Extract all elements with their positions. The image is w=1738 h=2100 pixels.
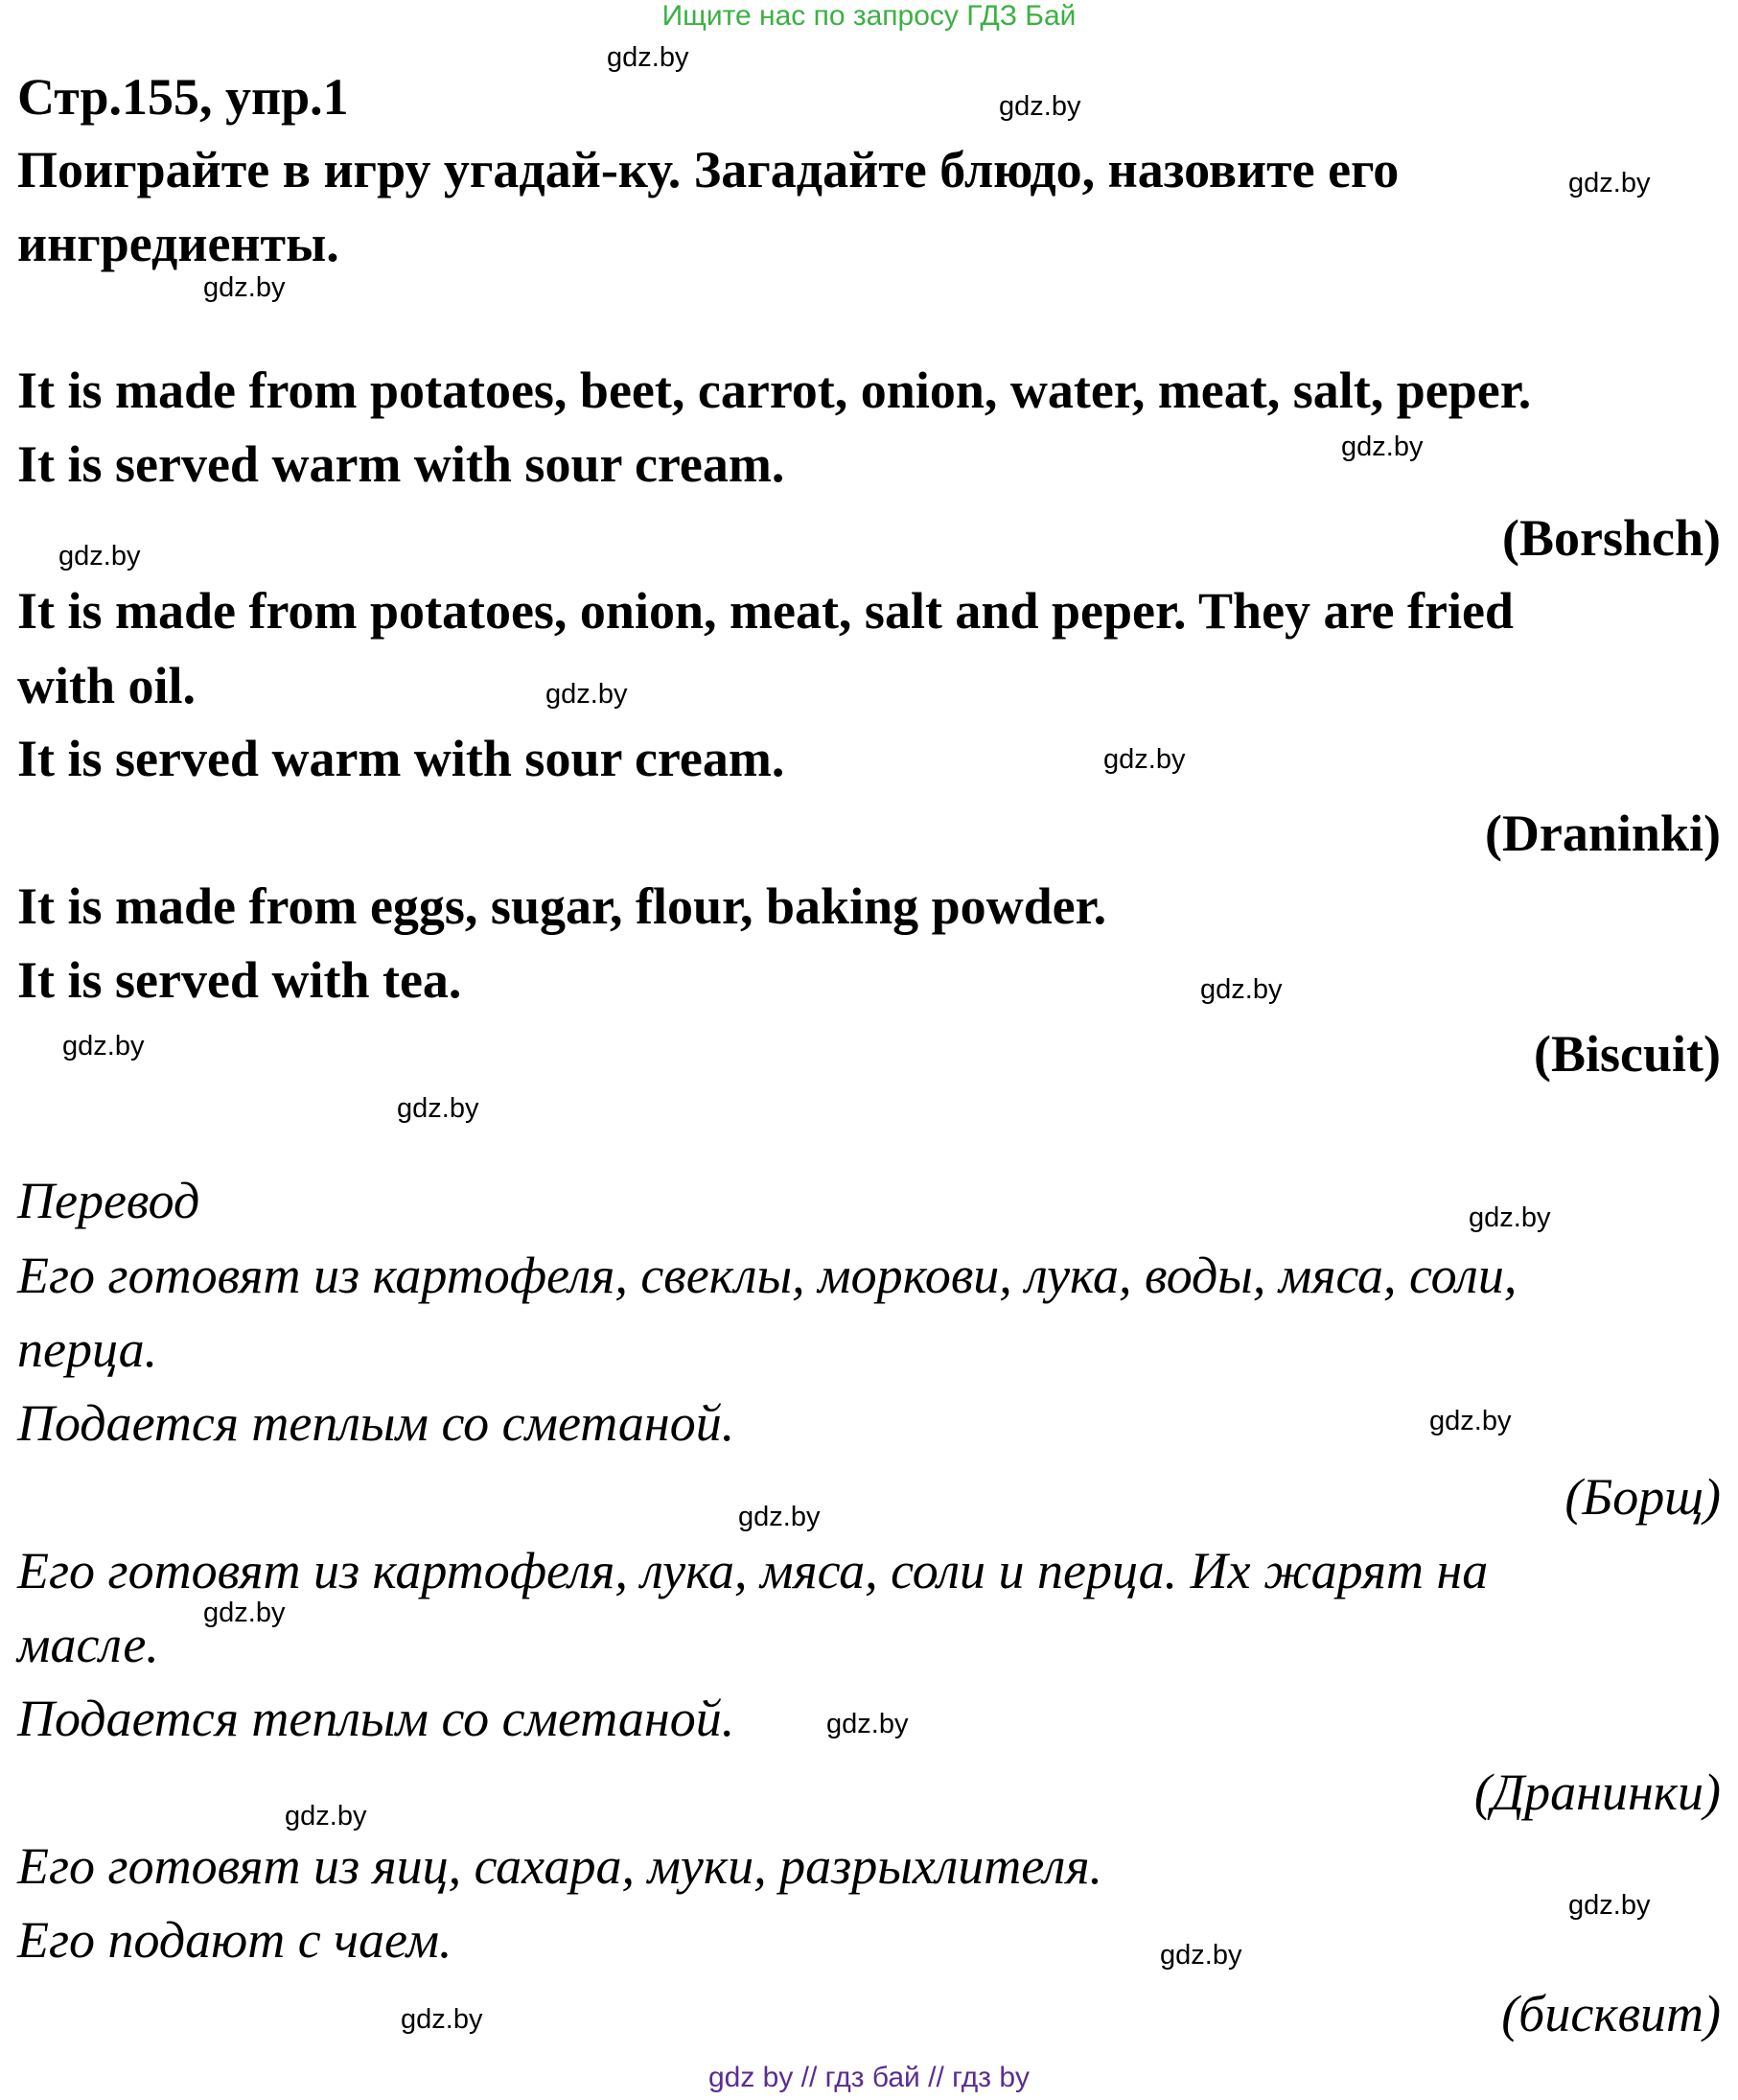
watermark: gdz.by bbox=[62, 1031, 145, 1062]
task-line-2: ингредиенты. bbox=[17, 215, 339, 272]
draninki-ru-line-3: Подается теплым со сметаной. bbox=[17, 1690, 735, 1747]
draninki-en-line-2: with oil. bbox=[17, 657, 197, 714]
watermark: gdz.by bbox=[401, 2004, 483, 2035]
borshch-ru-line-3: Подается теплым со сметаной. bbox=[17, 1394, 735, 1452]
watermark: gdz.by bbox=[1568, 1890, 1651, 1921]
watermark: gdz.by bbox=[285, 1801, 367, 1832]
draninki-en-line-3: It is served warm with sour cream. bbox=[17, 730, 785, 787]
watermark: gdz.by bbox=[1103, 744, 1186, 775]
translation-title: Перевод bbox=[17, 1172, 200, 1229]
draninki-ru-line-1: Его готовят из картофеля, лука, мяса, соли и перца. Их жарят на bbox=[17, 1542, 1489, 1599]
watermark: gdz.by bbox=[203, 1598, 286, 1628]
borshch-ru-answer: (Борщ) bbox=[1564, 1468, 1721, 1526]
borshch-ru-line-1: Его готовят из картофеля, свеклы, моркови, лука, воды, мяса, соли, bbox=[17, 1247, 1518, 1304]
watermark: gdz.by bbox=[1429, 1406, 1512, 1436]
watermark: gdz.by bbox=[203, 272, 286, 303]
draninki-ru-answer: (Дранинки) bbox=[1473, 1763, 1721, 1821]
watermark: gdz.by bbox=[826, 1709, 909, 1739]
watermark: gdz.by bbox=[1160, 1940, 1242, 1971]
biscuit-en-line-2: It is served with tea. bbox=[17, 951, 462, 1009]
watermark: gdz.by bbox=[607, 42, 689, 73]
borshch-en-line-1: It is made from potatoes, beet, carrot, onion, water, meat, salt, peper. bbox=[17, 362, 1532, 419]
watermark: gdz.by bbox=[738, 1502, 821, 1532]
biscuit-ru-line-1: Его готовят из яиц, сахара, муки, разрыхлителя. bbox=[17, 1837, 1103, 1895]
top-search-link[interactable]: Ищите нас по запросу ГДЗ Бай bbox=[661, 0, 1077, 32]
draninki-en-line-1: It is made from potatoes, onion, meat, salt and peper. They are fried bbox=[17, 582, 1514, 640]
draninki-en-answer: (Draninki) bbox=[1484, 805, 1721, 862]
biscuit-en-line-1: It is made from eggs, sugar, flour, baking powder. bbox=[17, 877, 1107, 935]
biscuit-ru-line-2: Его подают с чаем. bbox=[17, 1911, 452, 1969]
watermark: gdz.by bbox=[397, 1093, 479, 1124]
page-heading: Стр.155, упр.1 bbox=[17, 68, 349, 126]
watermark: gdz.by bbox=[545, 679, 628, 710]
watermark: gdz.by bbox=[999, 91, 1081, 122]
watermark: gdz.by bbox=[1200, 974, 1283, 1005]
watermark: gdz.by bbox=[1469, 1202, 1551, 1233]
biscuit-ru-answer: (бисквит) bbox=[1501, 1985, 1721, 2042]
borshch-en-line-2: It is served warm with sour cream. bbox=[17, 435, 785, 493]
watermark: gdz.by bbox=[1341, 432, 1424, 462]
footer-links[interactable]: gdz by // гдз бай // гдз by bbox=[707, 2062, 1031, 2093]
draninki-ru-line-2: масле. bbox=[17, 1616, 159, 1673]
borshch-en-answer: (Borshch) bbox=[1502, 509, 1721, 567]
watermark: gdz.by bbox=[1568, 168, 1651, 198]
biscuit-en-answer: (Biscuit) bbox=[1534, 1025, 1721, 1083]
task-line-1: Поиграйте в игру угадай-ку. Загадайте блюдо, назовите его bbox=[17, 141, 1400, 198]
watermark: gdz.by bbox=[58, 541, 141, 572]
borshch-ru-line-2: перца. bbox=[17, 1320, 158, 1378]
